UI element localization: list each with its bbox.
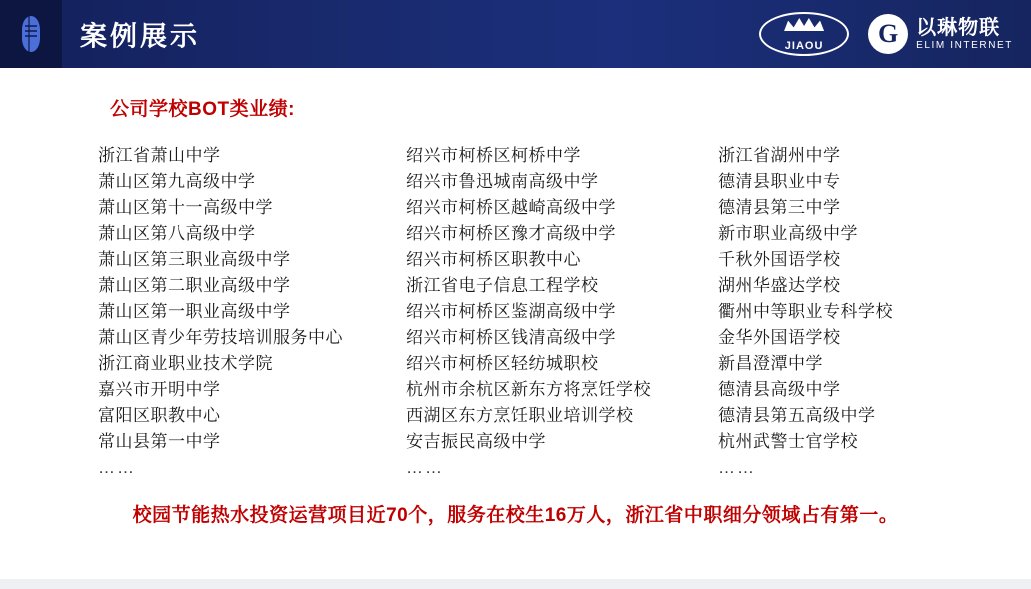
elim-logo-mark: G — [868, 14, 908, 54]
list-item: 杭州武警士官学校 — [718, 432, 858, 451]
slide-content — [0, 68, 1031, 589]
list-item: 绍兴市鲁迅城南高级中学 — [406, 172, 599, 191]
list-item-ellipsis: …… — [98, 458, 136, 477]
list-item: 西湖区东方烹饪职业培训学校 — [406, 406, 634, 425]
list-item: 浙江省电子信息工程学校 — [406, 276, 599, 295]
bottom-strip — [0, 579, 1031, 589]
list-item: 德清县职业中专 — [718, 172, 841, 191]
elim-logo-en: ELIM INTERNET — [916, 39, 1013, 51]
list-item: 衢州中等职业专科学校 — [718, 302, 893, 321]
school-column-2 — [406, 143, 718, 481]
list-item-ellipsis: …… — [406, 458, 444, 477]
elim-logo-cn: 以琳物联 — [916, 16, 1001, 39]
list-item: 安吉振民高级中学 — [406, 432, 546, 451]
list-item: 绍兴市柯桥区职教中心 — [406, 250, 581, 269]
list-item: 湖州华盛达学校 — [718, 276, 841, 295]
list-item-ellipsis: …… — [718, 458, 756, 477]
section-title: 公司学校BOT类业绩: — [110, 99, 295, 120]
jiaou-logo-ring — [759, 12, 849, 56]
slide-header — [0, 0, 1031, 68]
list-item: 常山县第一中学 — [98, 432, 221, 451]
school-column-1 — [98, 143, 406, 481]
jiaou-logo — [758, 9, 850, 59]
list-item: 金华外国语学校 — [718, 328, 841, 347]
list-item: 嘉兴市开明中学 — [98, 380, 221, 399]
page-title: 案例展示 — [80, 21, 200, 52]
list-item: 绍兴市柯桥区豫才高级中学 — [406, 224, 616, 243]
header-logos — [758, 0, 1013, 68]
list-item: 绍兴市柯桥区钱清高级中学 — [406, 328, 616, 347]
list-item: 萧山区第三职业高级中学 — [98, 250, 291, 269]
list-item: 浙江省湖州中学 — [718, 146, 841, 165]
list-item: 新市职业高级中学 — [718, 224, 858, 243]
list-item: 绍兴市柯桥区柯桥中学 — [406, 146, 581, 165]
elim-logo — [868, 14, 1013, 54]
list-item: 新昌澄潭中学 — [718, 354, 823, 373]
elim-logo-text — [916, 17, 1013, 52]
header-left-block — [0, 0, 62, 68]
list-item: 萧山区第八高级中学 — [98, 224, 256, 243]
list-item: 萧山区第一职业高级中学 — [98, 302, 291, 321]
crown-icon — [784, 18, 824, 31]
school-list-columns — [98, 143, 1031, 481]
list-item: 萧山区第十一高级中学 — [98, 198, 273, 217]
fist-icon — [16, 12, 46, 56]
footer-highlight-note: 校园节能热水投资运营项目近70个，服务在校生16万人，浙江省中职细分领域占有第一。 — [132, 505, 899, 526]
list-item: 德清县第三中学 — [718, 198, 841, 217]
list-item: 浙江省萧山中学 — [98, 146, 221, 165]
list-item: 绍兴市柯桥区轻纺城职校 — [406, 354, 599, 373]
list-item: 萧山区第九高级中学 — [98, 172, 256, 191]
list-item: 德清县第五高级中学 — [718, 406, 876, 425]
list-item: 绍兴市柯桥区鉴湖高级中学 — [406, 302, 616, 321]
list-item: 绍兴市柯桥区越崎高级中学 — [406, 198, 616, 217]
list-item: 萧山区青少年劳技培训服务中心 — [98, 328, 343, 347]
list-item: 杭州市余杭区新东方将烹饪学校 — [406, 380, 651, 399]
list-item: 萧山区第二职业高级中学 — [98, 276, 291, 295]
list-item: 德清县高级中学 — [718, 380, 841, 399]
jiaou-logo-text: JIAOU — [784, 40, 824, 52]
list-item: 富阳区职教中心 — [98, 406, 221, 425]
list-item: 浙江商业职业技术学院 — [98, 354, 273, 373]
list-item: 千秋外国语学校 — [718, 250, 841, 269]
school-column-3 — [718, 143, 1026, 481]
